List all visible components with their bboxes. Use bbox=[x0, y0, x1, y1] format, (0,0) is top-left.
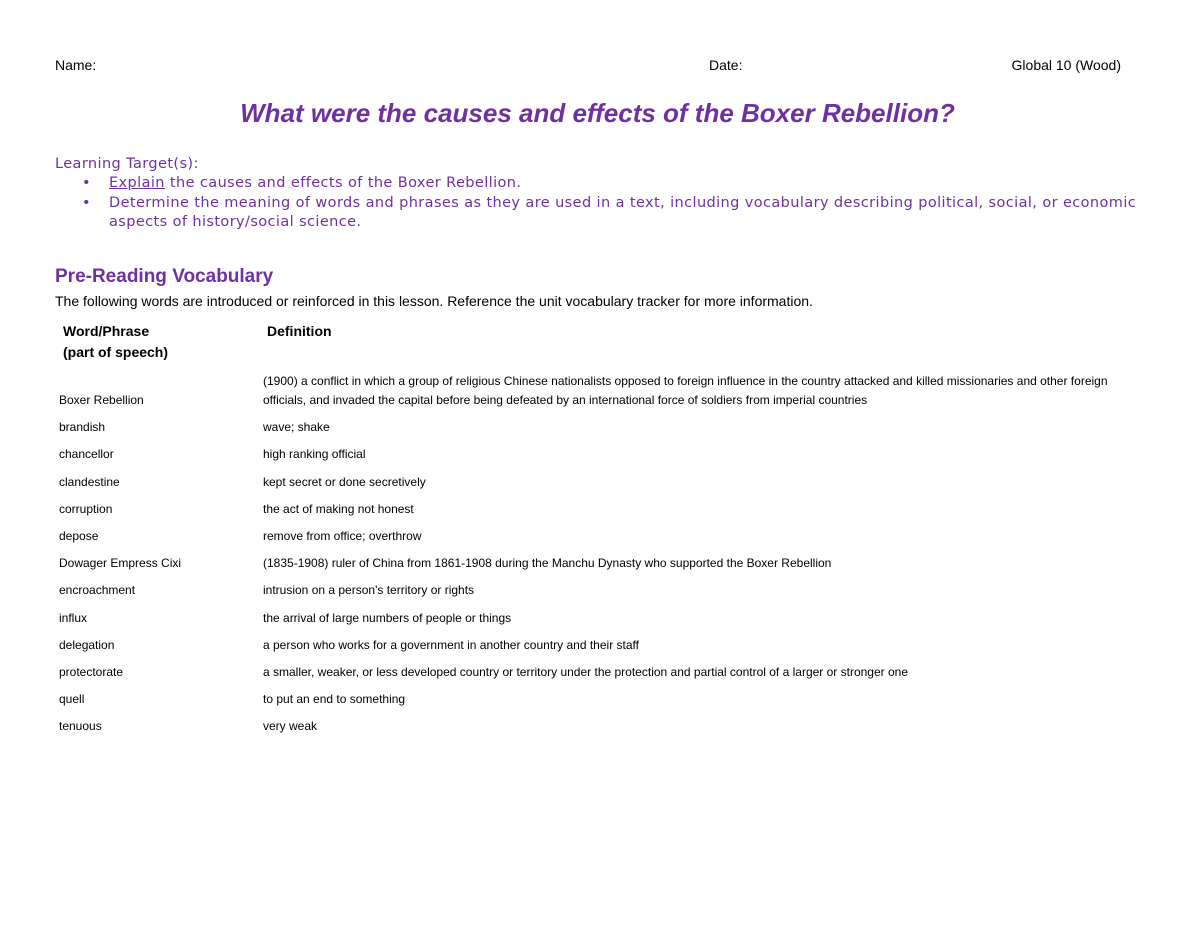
vocab-term: chancellor bbox=[59, 447, 114, 462]
table-row bbox=[55, 465, 1135, 492]
explain-link[interactable]: Explain bbox=[109, 175, 165, 191]
vocab-term: influx bbox=[59, 610, 88, 625]
vocab-definition: (1835-1908) ruler of China from 1861-1908 during the Manchu Dynasty who supported the Boxer Rebellion bbox=[263, 556, 832, 571]
table-row bbox=[55, 520, 1135, 547]
vocab-definition: the act of making not honest bbox=[263, 501, 414, 516]
vocab-term: brandish bbox=[59, 420, 106, 435]
vocab-term: quell bbox=[59, 692, 85, 707]
vocab-definition: a person who works for a government in another country and their staff bbox=[263, 637, 639, 652]
vocab-definition: high ranking official bbox=[263, 447, 366, 462]
bullet-icon: • bbox=[82, 175, 91, 191]
learning-targets-heading: Learning Target(s): bbox=[55, 156, 199, 172]
table-row bbox=[55, 372, 1135, 411]
bullet-icon: • bbox=[82, 194, 91, 211]
learning-targets bbox=[55, 154, 1165, 233]
table-row bbox=[55, 547, 1135, 574]
table-row bbox=[55, 493, 1135, 520]
vocab-definition: to put an end to something bbox=[263, 692, 406, 707]
vocab-term: delegation bbox=[59, 637, 115, 652]
table-row bbox=[55, 656, 1135, 683]
vocab-definition: kept secret or done secretively bbox=[263, 474, 426, 489]
vocab-term: Dowager Empress Cixi bbox=[59, 556, 182, 571]
worksheet-header bbox=[55, 57, 1121, 77]
vocab-definition: very weak bbox=[263, 719, 318, 734]
table-row bbox=[55, 629, 1135, 656]
vocab-definition: remove from office; overthrow bbox=[263, 528, 422, 543]
learning-target-item bbox=[55, 194, 1165, 233]
column-header-word-label: Word/Phrase bbox=[63, 323, 150, 339]
class-label: Global 10 (Wood) bbox=[1011, 57, 1121, 73]
vocab-term: depose bbox=[59, 528, 99, 543]
table-row bbox=[55, 438, 1135, 465]
learning-targets-list bbox=[55, 174, 1165, 233]
vocabulary-table bbox=[55, 372, 1135, 737]
table-row bbox=[55, 710, 1135, 737]
vocab-term: protectorate bbox=[59, 664, 124, 679]
vocab-term: tenuous bbox=[59, 719, 102, 734]
vocab-definition: intrusion on a person's territory or rights bbox=[263, 583, 475, 598]
column-header-word-sub: (part of speech) bbox=[63, 344, 169, 360]
column-header-word bbox=[63, 321, 168, 363]
name-label: Name: bbox=[55, 57, 97, 73]
vocab-definition: (1900) a conflict in which a group of religious Chinese nationalists opposed to foreign influence in the country attacked and killed missionaries and other foreign officials, and invaded the capital before being defeated by an international force of soldiers from imperial countries bbox=[263, 374, 1108, 407]
table-row bbox=[55, 601, 1135, 628]
vocab-term: encroachment bbox=[59, 583, 136, 598]
table-row bbox=[55, 574, 1135, 601]
learning-target-text: the causes and effects of the Boxer Rebellion. bbox=[164, 175, 522, 191]
date-label: Date: bbox=[709, 57, 743, 73]
table-row bbox=[55, 683, 1135, 710]
vocab-term: Boxer Rebellion bbox=[59, 393, 144, 407]
page-title: What were the causes and effects of the Boxer Rebellion? bbox=[240, 98, 955, 128]
vocabulary-heading: Pre-Reading Vocabulary bbox=[55, 266, 274, 287]
column-header-definition: Definition bbox=[267, 323, 332, 339]
vocab-term: corruption bbox=[59, 501, 113, 516]
vocab-definition: the arrival of large numbers of people or things bbox=[263, 610, 512, 625]
table-row bbox=[55, 411, 1135, 438]
learning-target-text: Determine the meaning of words and phrases as they are used in a text, including vocabulary describing political, social, or economic aspects of history/social science. bbox=[109, 194, 1137, 230]
vocab-term: clandestine bbox=[59, 474, 120, 489]
learning-target-item bbox=[55, 174, 1165, 194]
vocab-definition: wave; shake bbox=[263, 420, 330, 435]
vocabulary-intro: The following words are introduced or reinforced in this lesson. Reference the unit vocabulary tracker for more information. bbox=[55, 293, 813, 309]
vocab-definition: a smaller, weaker, or less developed country or territory under the protection and partial control of a larger or stronger one bbox=[263, 664, 909, 679]
